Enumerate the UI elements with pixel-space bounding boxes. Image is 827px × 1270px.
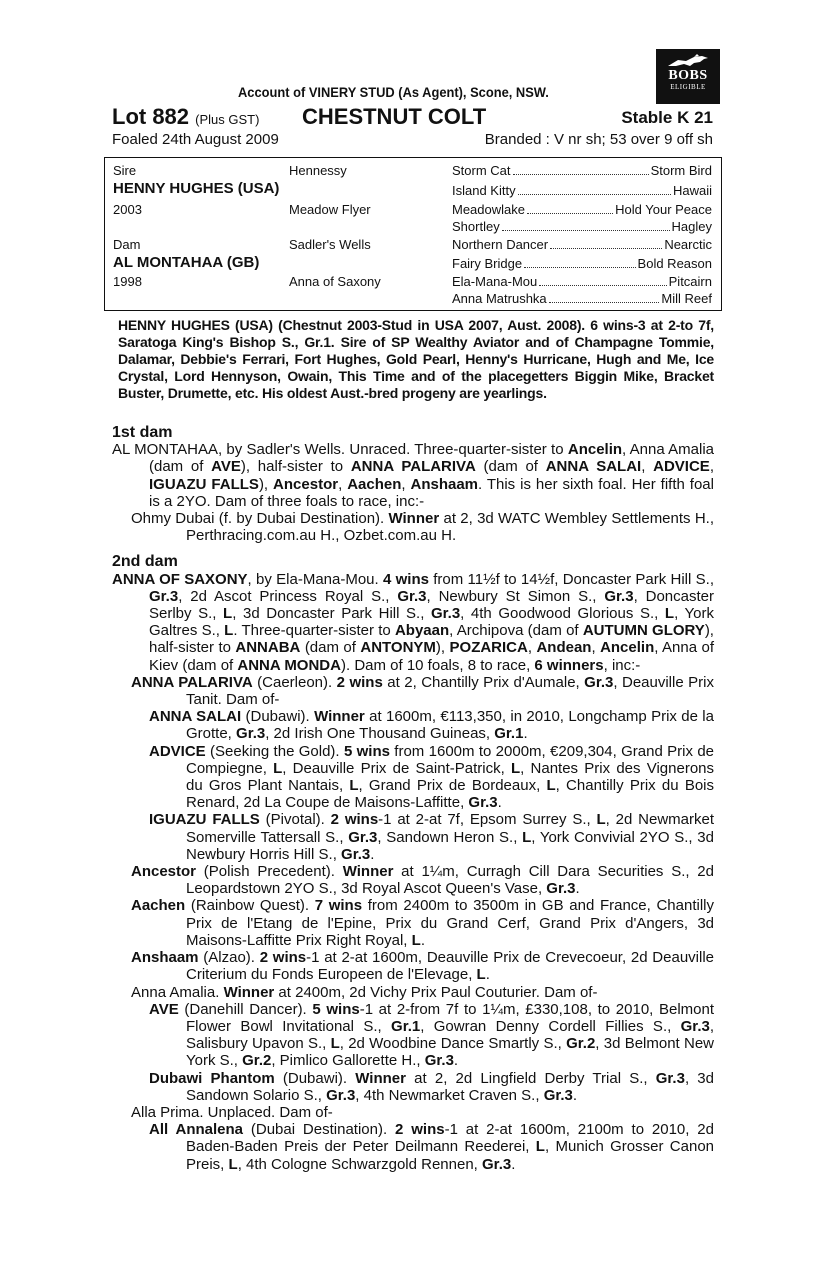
grandparent-row: [452, 274, 712, 289]
gp-right: Bold Reason: [637, 256, 712, 271]
text-run: . This is her sixth foal. Her fifth foal is a 2YO. Dam of three foals to race, inc:-: [149, 475, 714, 510]
text-run: , Newbury St Simon S.,: [426, 587, 605, 605]
bold-text: L: [223, 605, 233, 623]
gp-right: Nearctic: [664, 237, 712, 252]
bold-text: Gr.3: [430, 605, 461, 623]
bold-text: L: [510, 759, 521, 777]
leader-dots: [539, 285, 666, 286]
horse-icon: [664, 53, 712, 69]
bold-text: Winner: [314, 708, 365, 726]
bold-text: AVE: [149, 1000, 179, 1018]
progeny-entry: [112, 984, 714, 1001]
gp-left: Meadowlake: [452, 202, 525, 217]
text-run: , 2d Irish One Thousand Guineas,: [265, 725, 495, 743]
gp-right: Hawaii: [672, 183, 712, 198]
text-run: , Deauville Prix de Saint-Patrick,: [282, 759, 511, 777]
sire-year: 2003: [113, 202, 142, 217]
text-run: -1 at 2-at 1600m, 2100m to 2010, 2d Baden-Baden Preis der Peter Deilmann Reederei,: [186, 1121, 714, 1156]
bold-text: Gr.1: [494, 725, 524, 743]
text-run: at 2400m, 2d Vichy Prix Paul Couturier. Dam of-: [274, 983, 598, 1001]
text-run: , Salisbury Upavon S.,: [186, 1017, 714, 1053]
text-run: at 1¼m, Curragh Cill Dara Securities S., 2d Leopardstown 2YO S., 3d Royal Ascot Queen's Vase,: [186, 863, 714, 898]
text-run: , Gowran Denny Cordell Fillies S.,: [420, 1017, 681, 1035]
gp-right: Storm Bird: [650, 163, 712, 178]
text-run: -1 at 2-at 1600m, Deauville Prix de Crevecoeur, 2d Deauville Criterium du Fonds Europeen de l'Elevage,: [186, 949, 715, 984]
bold-text: All Annalena: [149, 1121, 243, 1139]
stable-number: Stable K 21: [621, 108, 713, 127]
text-run: (dam of: [300, 639, 361, 657]
gp-left: Northern Dancer: [452, 237, 549, 252]
progeny-entry: [112, 863, 714, 897]
sire-label: Sire: [113, 163, 137, 178]
bold-text: Ancelin: [567, 441, 623, 459]
progeny-entry: [112, 674, 714, 708]
second-dam-text: [112, 571, 714, 674]
grandparent-row: [452, 256, 712, 271]
bold-text: L: [535, 1138, 545, 1156]
grandparent-row: [452, 219, 712, 234]
dam-label: Dam: [113, 237, 141, 252]
bold-text: L: [522, 828, 532, 846]
text-run: , 4th Goodwood Glorious S.,: [460, 605, 665, 623]
vendor-account: Account of VINERY STUD (As Agent), Scone, NSW.: [238, 84, 549, 100]
bold-text: ANNA PALARIVA: [131, 673, 253, 691]
text-run: .: [497, 794, 502, 812]
text-run: ),: [258, 475, 274, 493]
bold-text: ANNA SALAI: [545, 458, 642, 476]
bold-text: Gr.3: [326, 1086, 356, 1104]
text-run: -1 at 2-from 7f to 1¼m, £330,108, to 2010, Belmont Flower Bowl Invitational S.,: [186, 1000, 714, 1035]
dam-sire: Sadler's Wells: [289, 237, 371, 252]
text-run: , York Galtres S.,: [149, 605, 715, 640]
progeny-entry: [112, 743, 714, 812]
progeny-entry: [112, 1070, 714, 1104]
bold-text: Abyaan: [394, 622, 450, 640]
text-run: .: [511, 1155, 516, 1173]
leader-dots: [513, 174, 649, 175]
first-dam-text: [112, 441, 714, 510]
bold-text: L: [546, 777, 556, 795]
bold-text: Gr.3: [604, 587, 634, 605]
bold-text: ADVICE: [149, 742, 206, 760]
bold-text: IGUAZU FALLS: [149, 475, 259, 493]
text-run: (Alzao).: [198, 949, 260, 967]
text-run: , 2d Ascot Princess Royal S.,: [178, 587, 398, 605]
gp-right: Hold Your Peace: [615, 202, 712, 217]
text-run: ,: [591, 639, 601, 657]
text-run: , Anna of Kiev (dam of: [149, 639, 714, 674]
grandparent-row: [452, 163, 712, 178]
bold-text: Dubawi Phantom: [149, 1069, 275, 1087]
bold-text: Gr.3: [468, 794, 498, 812]
gp-right: Pitcairn: [668, 274, 712, 289]
bold-text: Aachen: [347, 475, 402, 493]
sire-dam: Meadow Flyer: [289, 202, 371, 217]
logo-text: BOBS: [668, 68, 708, 83]
text-run: .: [523, 725, 528, 743]
text-run: (Caerleon).: [252, 673, 337, 691]
logo-subtext: ELIGIBLE: [670, 83, 706, 91]
gp-left: Fairy Bridge: [452, 256, 523, 271]
bold-text: Gr.3: [680, 1017, 710, 1035]
leader-dots: [518, 194, 671, 195]
bold-text: ANNA SALAI: [149, 708, 242, 726]
text-run: ,: [401, 475, 411, 493]
bold-text: L: [228, 1155, 238, 1173]
grandparent-row: [452, 291, 712, 306]
text-run: from 11½f to 14½f, Doncaster Park Hill S.,: [428, 570, 714, 588]
bold-text: L: [476, 966, 486, 984]
bold-text: AUTUMN GLORY: [582, 622, 705, 640]
progeny-entry: [112, 1001, 714, 1070]
bold-text: L: [596, 811, 606, 829]
bold-text: ANTONYM: [360, 639, 436, 657]
grandparent-row: [452, 183, 712, 198]
text-run: ,: [338, 475, 348, 493]
text-run: , 3d Doncaster Park Hill S.,: [232, 605, 431, 623]
text-run: -1 at 2-at 7f, Epsom Surrey S.,: [378, 811, 597, 829]
gp-left: Shortley: [452, 219, 500, 234]
text-run: Ohmy Dubai (f. by Dubai Destination).: [131, 510, 389, 528]
gp-right: Hagley: [671, 219, 712, 234]
text-run: , 4th Newmarket Craven S.,: [355, 1086, 544, 1104]
leader-dots: [549, 302, 660, 303]
text-run: from 1600m to 2000m, €209,304, Grand Prix de Compiegne,: [186, 742, 714, 777]
bold-text: Winner: [388, 510, 440, 528]
bold-text: AVE: [211, 458, 241, 476]
text-run: from 2400m to 3500m in GB and France, Chantilly Prix de l'Etang de l'Epine, Prix du Grand Cerf, Grand Prix d'Angers, 3d Maisons-Laffitte Prix Right Royal,: [186, 897, 714, 949]
bold-text: Gr.2: [566, 1035, 596, 1053]
gp-right: Mill Reef: [661, 291, 712, 306]
text-run: .: [572, 1086, 578, 1104]
text-run: ,: [527, 639, 537, 657]
text-run: (Pivotal).: [259, 811, 331, 829]
gp-left: Storm Cat: [452, 163, 511, 178]
bold-text: Gr.2: [242, 1052, 272, 1070]
text-run: Alla Prima. Unplaced. Dam of-: [131, 1103, 333, 1121]
text-run: (dam of: [475, 458, 546, 476]
leader-dots: [502, 230, 670, 231]
text-run: , York Convivial 2YO S., 3d Newbury Horris Hill S.,: [186, 828, 714, 863]
text-run: , 2d Newmarket Somerville Tattersall S.,: [186, 811, 715, 846]
bold-text: L: [330, 1035, 340, 1053]
text-run: , 4th Cologne Schwarzgold Rennen,: [237, 1155, 483, 1173]
bold-text: L: [273, 759, 283, 777]
lot-number: [112, 104, 259, 130]
text-run: , Chantilly Prix du Bois Renard, 2d La Coupe de Maisons-Laffitte,: [186, 777, 714, 812]
text-run: ). Dam of 10 foals, 8 to race,: [340, 656, 535, 674]
text-run: (Seeking the Gold).: [205, 742, 344, 760]
bold-text: Gr.3: [236, 725, 266, 743]
progeny-entry: [112, 897, 714, 949]
dam-dam: Anna of Saxony: [289, 274, 381, 289]
foaled-date: Foaled 24th August 2009: [112, 131, 279, 148]
text-run: .: [453, 1052, 459, 1070]
bold-text: Gr.3: [348, 828, 378, 846]
sire-sire: Hennessy: [289, 163, 347, 178]
bold-text: ANNA MONDA: [237, 656, 341, 674]
bold-text: Gr.3: [655, 1069, 685, 1087]
progeny-entry: [112, 1121, 714, 1173]
text-run: at 2, Chantilly Prix d'Aumale,: [382, 673, 585, 691]
text-run: , Doncaster Serlby S.,: [149, 587, 714, 623]
text-run: ,: [641, 458, 654, 476]
second-dam-heading: 2nd dam: [112, 553, 178, 571]
bold-text: ANNABA: [235, 639, 301, 657]
dam-name: AL MONTAHAA (GB): [113, 254, 260, 271]
bold-text: 6 winners: [534, 656, 604, 674]
text-run: , Munich Grosser Canon Preis,: [186, 1138, 715, 1173]
bold-text: L: [411, 931, 421, 949]
gp-left: Island Kitty: [452, 183, 516, 198]
grandparent-row: [452, 202, 712, 217]
horse-description: CHESTNUT COLT: [302, 104, 487, 129]
bold-text: Gr.1: [391, 1017, 421, 1035]
text-run: (Dubai Destination).: [243, 1121, 396, 1139]
bold-text: Ancestor: [131, 863, 197, 881]
spacer: [112, 544, 714, 553]
text-run: ),: [435, 639, 450, 657]
bold-text: Andean: [536, 639, 592, 657]
lot-label: Lot 882: [112, 104, 190, 129]
sire-name: HENNY HUGHES (USA): [113, 180, 280, 197]
bold-text: 2 wins: [330, 811, 379, 829]
sire-summary: HENNY HUGHES (USA) (Chestnut 2003-Stud in USA 2007, Aust. 2008). 6 wins-3 at 2-to 7f, Saratoga King's Bishop S., Gr.1. Sire of SP Wealthy Aviator and of Champagne Tommie, Dalamar, Debbie's Ferrari, Fort Hughes, Gold Pearl, Henny's Hurricane, Hugh and Me, Ice Crystal, Lord Hennyson, Owain, This Time and of the placegetters Biggin Mike, Bracket Buster, Drumette, etc. His oldest Aust.-bred progeny are yearlings.: [118, 317, 714, 401]
text-run: (Dubawi).: [274, 1069, 356, 1087]
text-run: ,: [709, 458, 714, 476]
text-run: at 2, 2d Lingfield Derby Trial S.,: [405, 1069, 656, 1087]
leader-dots: [527, 213, 613, 214]
bold-text: 5 wins: [343, 742, 390, 760]
text-run: (Polish Precedent).: [196, 863, 343, 881]
text-run: , Pimlico Gallorette H.,: [271, 1052, 425, 1070]
text-run: , 3d Sandown Solario S.,: [186, 1069, 714, 1104]
bold-text: IGUAZU FALLS: [149, 811, 260, 829]
foal-entry: [112, 510, 714, 544]
text-run: , Sandown Heron S.,: [377, 828, 523, 846]
text-run: , 3d Belmont New York S.,: [186, 1035, 715, 1070]
gst-note: (Plus GST): [195, 112, 260, 127]
bold-text: L: [664, 605, 675, 623]
text-run: , Nantes Prix des Vignerons du Gros Plant Nantais,: [186, 759, 715, 795]
bold-text: L: [224, 622, 234, 640]
bold-text: Gr.3: [397, 587, 427, 605]
text-run: (Dubawi).: [241, 708, 315, 726]
bold-text: ADVICE: [653, 458, 710, 476]
text-run: (Rainbow Quest).: [185, 897, 315, 915]
bold-text: POZARICA: [449, 639, 528, 657]
bold-text: ANNA OF SAXONY: [112, 570, 248, 588]
first-dam-foals: [112, 510, 714, 544]
bold-text: Anshaam: [410, 475, 479, 493]
text-run: .: [420, 931, 425, 949]
bold-text: Gr.3: [482, 1155, 512, 1173]
bobs-eligible-logo: [656, 49, 720, 104]
progeny-entry: [112, 708, 714, 742]
leader-dots: [524, 267, 635, 268]
bold-text: Ancelin: [600, 639, 655, 657]
text-run: , Archipova (dam of: [449, 622, 583, 640]
text-run: AL MONTAHAA, by Sadler's Wells. Unraced. Three-quarter-sister to: [112, 441, 568, 459]
bold-text: 5 wins: [312, 1000, 360, 1018]
text-run: .: [485, 966, 490, 984]
brand-info: Branded : V nr sh; 53 over 9 off sh: [484, 131, 713, 148]
text-run: (Danehill Dancer).: [178, 1000, 313, 1018]
bold-text: 7 wins: [314, 897, 363, 915]
bold-text: 4 wins: [382, 570, 429, 588]
text-run: Anna Amalia.: [131, 983, 224, 1001]
text-run: ), half-sister to: [149, 622, 714, 657]
bold-text: Gr.3: [546, 880, 576, 898]
bold-text: Gr.3: [149, 587, 179, 605]
second-dam-progeny: [112, 674, 714, 1173]
bold-text: Winner: [355, 1069, 406, 1087]
progeny-entry: [112, 811, 714, 863]
text-run: , 2d Woodbine Dance Smartly S.,: [339, 1035, 567, 1053]
bold-text: Gr.3: [543, 1086, 573, 1104]
bold-text: L: [349, 777, 359, 795]
leader-dots: [550, 248, 662, 249]
gp-left: Ela-Mana-Mou: [452, 274, 538, 289]
text-run: , inc:-: [603, 656, 641, 674]
text-run: .: [575, 880, 580, 898]
bold-text: Gr.3: [584, 673, 614, 691]
progeny-entry: [112, 1104, 714, 1121]
text-run: , Deauville Prix Tanit. Dam of-: [186, 673, 714, 709]
dam-year: 1998: [113, 274, 142, 289]
text-run: . Three-quarter-sister to: [233, 622, 395, 640]
first-dam-heading: 1st dam: [112, 424, 173, 441]
bold-text: 2 wins: [259, 949, 307, 967]
bold-text: Gr.3: [424, 1052, 454, 1070]
text-run: , Anna Amalia (dam of: [149, 441, 714, 476]
bold-text: Ancestor: [273, 475, 339, 493]
text-run: , Grand Prix de Bordeaux,: [358, 777, 547, 795]
text-run: at 2, 3d WATC Wembley Settlements H., Perthracing.com.au H., Ozbet.com.au H.: [186, 510, 714, 545]
bold-text: Winner: [223, 983, 275, 1001]
text-run: at 1600m, €113,350, in 2010, Longchamp Prix de la Grotte,: [186, 708, 714, 743]
gp-left: Anna Matrushka: [452, 291, 547, 306]
bold-text: Anshaam: [131, 949, 199, 967]
bold-text: Gr.3: [341, 845, 371, 863]
text-run: .: [370, 845, 375, 863]
progeny-entry: [112, 949, 714, 983]
grandparent-row: [452, 237, 712, 252]
bold-text: ANNA PALARIVA: [350, 458, 476, 476]
dam-details: [112, 424, 714, 1173]
text-run: ), half-sister to: [240, 458, 351, 476]
bold-text: 2 wins: [336, 673, 383, 691]
bold-text: Aachen: [131, 897, 186, 915]
pedigree-table: [104, 157, 722, 311]
bold-text: 2 wins: [395, 1121, 445, 1139]
bold-text: Winner: [342, 863, 394, 881]
text-run: , by Ela-Mana-Mou.: [247, 570, 383, 588]
